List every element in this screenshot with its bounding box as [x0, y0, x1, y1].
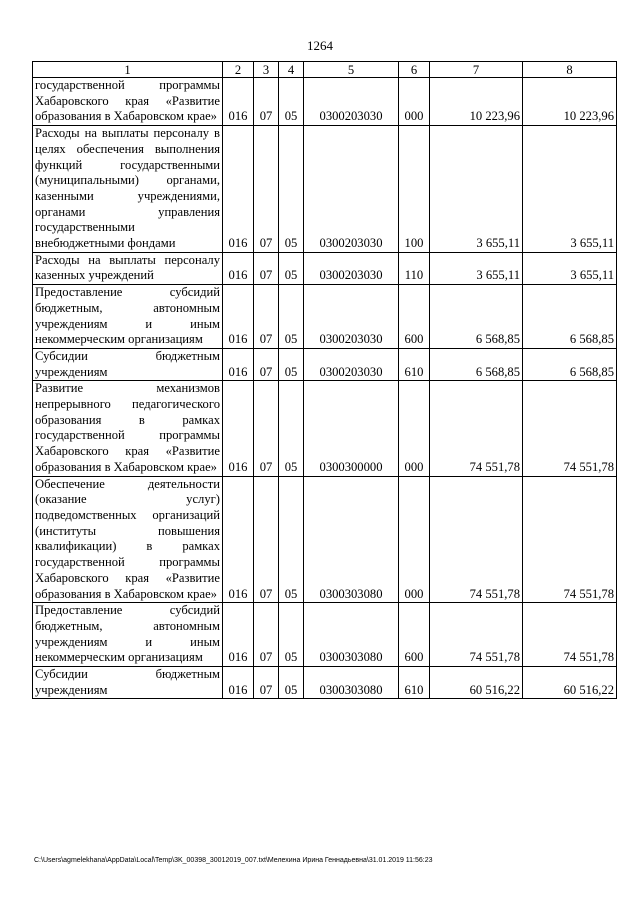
amount-cell: 10 223,96 [523, 78, 617, 126]
amount-cell: 60 516,22 [430, 667, 523, 699]
subsection-cell: 05 [279, 476, 304, 603]
table-row [33, 667, 617, 699]
ministry-code-cell: 016 [223, 381, 254, 476]
amount-cell: 74 551,78 [523, 603, 617, 667]
expense-type-cell: 600 [399, 285, 430, 349]
amount-cell: 3 655,11 [523, 126, 617, 253]
amount-cell: 6 568,85 [430, 348, 523, 380]
table-row [33, 78, 617, 126]
expense-type-cell: 000 [399, 78, 430, 126]
subsection-cell: 05 [279, 126, 304, 253]
section-cell: 07 [254, 78, 279, 126]
target-article-cell: 0300300000 [304, 381, 399, 476]
page-number: 1264 [307, 38, 333, 53]
expense-name-cell: Развитие механизмов непрерывного педагогического образования в рамках государственной программы Хабаровского края «Развитие образования в Хабаровском крае» [33, 381, 223, 476]
subsection-cell: 05 [279, 381, 304, 476]
column-header: 2 [223, 62, 254, 78]
expense-name-cell: Субсидии бюджетным учреждениям [33, 667, 223, 699]
expense-type-cell: 610 [399, 667, 430, 699]
expense-name-cell: Расходы на выплаты персоналу в целях обеспечения выполнения функций государственными (муниципальными) органами, казенными учреждениями, органами управления государственными внебюджетными фондами [33, 126, 223, 253]
ministry-code-cell: 016 [223, 603, 254, 667]
expense-name-cell: Предоставление субсидий бюджетным, автономным учреждениям и иным некоммерческим организациям [33, 603, 223, 667]
target-article-cell: 0300203030 [304, 285, 399, 349]
ministry-code-cell: 016 [223, 126, 254, 253]
amount-cell: 3 655,11 [430, 252, 523, 284]
ministry-code-cell: 016 [223, 476, 254, 603]
section-cell: 07 [254, 252, 279, 284]
target-article-cell: 0300303080 [304, 667, 399, 699]
amount-cell: 6 568,85 [523, 348, 617, 380]
expense-type-cell: 110 [399, 252, 430, 284]
column-header: 3 [254, 62, 279, 78]
target-article-cell: 0300303080 [304, 603, 399, 667]
table-row [33, 603, 617, 667]
expense-name-cell: Расходы на выплаты персоналу казенных учреждений [33, 252, 223, 284]
amount-cell: 74 551,78 [430, 603, 523, 667]
expense-name-cell: государственной программы Хабаровского края «Развитие образования в Хабаровском крае» [33, 78, 223, 126]
amount-cell: 3 655,11 [523, 252, 617, 284]
section-cell: 07 [254, 348, 279, 380]
table-header-row [33, 62, 617, 78]
amount-cell: 74 551,78 [430, 476, 523, 603]
section-cell: 07 [254, 476, 279, 603]
section-cell: 07 [254, 667, 279, 699]
column-header: 8 [523, 62, 617, 78]
expense-type-cell: 600 [399, 603, 430, 667]
amount-cell: 74 551,78 [430, 381, 523, 476]
column-header: 1 [33, 62, 223, 78]
amount-cell: 60 516,22 [523, 667, 617, 699]
column-header: 6 [399, 62, 430, 78]
amount-cell: 3 655,11 [430, 126, 523, 253]
file-path-footer: C:\Users\agmelekhana\AppData\Local\Temp\3K_00398_30012019_007.txt\Мелехина Ирина Геннадьевна\31.01.2019 11:56:23 [34, 857, 433, 864]
table-row [33, 285, 617, 349]
amount-cell: 74 551,78 [523, 476, 617, 603]
amount-cell: 10 223,96 [430, 78, 523, 126]
subsection-cell: 05 [279, 285, 304, 349]
target-article-cell: 0300203030 [304, 78, 399, 126]
section-cell: 07 [254, 126, 279, 253]
amount-cell: 74 551,78 [523, 381, 617, 476]
section-cell: 07 [254, 381, 279, 476]
budget-table [32, 61, 617, 699]
column-header: 7 [430, 62, 523, 78]
expense-name-cell: Предоставление субсидий бюджетным, автономным учреждениям и иным некоммерческим организациям [33, 285, 223, 349]
expense-type-cell: 000 [399, 476, 430, 603]
column-header: 4 [279, 62, 304, 78]
column-header: 5 [304, 62, 399, 78]
subsection-cell: 05 [279, 667, 304, 699]
target-article-cell: 0300203030 [304, 252, 399, 284]
expense-name-cell: Субсидии бюджетным учреждениям [33, 348, 223, 380]
target-article-cell: 0300303080 [304, 476, 399, 603]
table-row [33, 126, 617, 253]
target-article-cell: 0300203030 [304, 348, 399, 380]
subsection-cell: 05 [279, 603, 304, 667]
section-cell: 07 [254, 603, 279, 667]
subsection-cell: 05 [279, 78, 304, 126]
table-row [33, 252, 617, 284]
subsection-cell: 05 [279, 348, 304, 380]
section-cell: 07 [254, 285, 279, 349]
subsection-cell: 05 [279, 252, 304, 284]
ministry-code-cell: 016 [223, 252, 254, 284]
ministry-code-cell: 016 [223, 285, 254, 349]
amount-cell: 6 568,85 [523, 285, 617, 349]
expense-type-cell: 610 [399, 348, 430, 380]
expense-type-cell: 100 [399, 126, 430, 253]
target-article-cell: 0300203030 [304, 126, 399, 253]
ministry-code-cell: 016 [223, 667, 254, 699]
ministry-code-cell: 016 [223, 348, 254, 380]
expense-type-cell: 000 [399, 381, 430, 476]
table-row [33, 348, 617, 380]
table-row [33, 381, 617, 476]
expense-name-cell: Обеспечение деятельности (оказание услуг) подведомственных организаций (институты повышения квалификации) в рамках государственной программы Хабаровского края «Развитие образования в Хабаровском крае» [33, 476, 223, 603]
amount-cell: 6 568,85 [430, 285, 523, 349]
ministry-code-cell: 016 [223, 78, 254, 126]
table-row [33, 476, 617, 603]
